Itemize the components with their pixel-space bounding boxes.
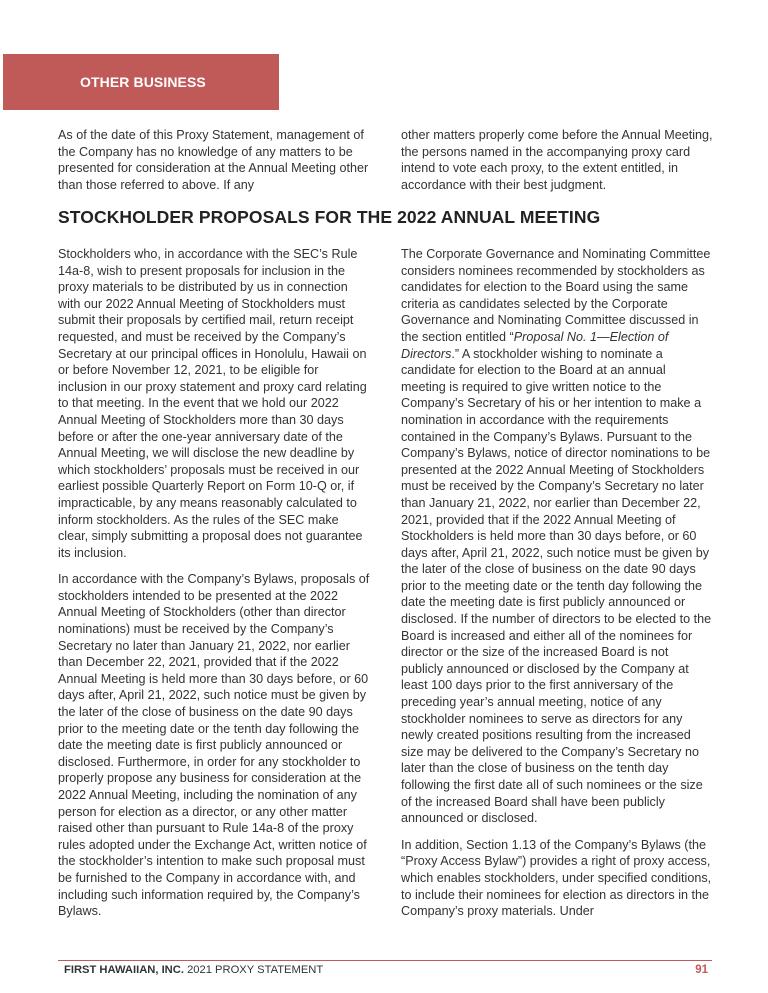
text-run: The Corporate Governance and Nominating Committee considers nominees recommended by stockholders as candidates for election to the Board using the same criteria as candidates selected by the Corporate Governance and Nominating Committee discussed in the section entitled “: [401, 247, 711, 344]
section-heading: STOCKHOLDER PROPOSALS FOR THE 2022 ANNUAL MEETING: [58, 207, 601, 227]
footer-company: FIRST HAWAIIAN, INC.: [64, 964, 184, 976]
section-banner: [3, 54, 279, 110]
page-number: 91: [695, 964, 708, 976]
paragraph: In addition, Section 1.13 of the Company’s Bylaws (the “Proxy Access Bylaw”) provides a right of proxy access, which enables stockholders, under specified conditions, to include their nominees for election as directors in the Company’s proxy materials. Under: [401, 837, 712, 919]
proposals-left-column: [58, 246, 370, 930]
proposals-right-column: [401, 246, 713, 930]
paragraph: As of the date of this Proxy Statement, management of the Company has no knowledge of any matters to be presented for consideration at the Annual Meeting other than those referred to above. If any: [58, 128, 369, 192]
footer-document: 2021 PROXY STATEMENT: [187, 964, 324, 976]
proposal-reference: Proposal No. 1—Election of Directors: [401, 329, 669, 361]
paragraph: Stockholders who, in accordance with the SEC’s Rule 14a-8, wish to present proposals for inclusion in the proxy materials to be distributed by us in connection with our 2022 Annual Meeting of Stockholders must submit their proposals by certified mail, return receipt requested, and must be received by the Company’s Secretary at our principal offices in Honolulu, Hawaii on or before November 12, 2021, to be eligible for inclusion in our proxy statement and proxy card relating to that meeting. In the event that we hold our 2022 Annual Meeting of Stockholders more than 30 days before or after the one-year anniversary date of the Annual Meeting, we will disclose the new deadline by which stockholders’ proposals must be received in our earliest possible Quarterly Report on Form 10-Q or, if impracticable, by any means reasonably calculated to inform stockholders. As the rules of the SEC make clear, simply submitting a proposal does not guarantee its inclusion.: [58, 247, 367, 560]
footer-divider: [58, 960, 712, 961]
footer-label: [64, 964, 323, 976]
paragraph: [401, 246, 713, 827]
other-business-left-column: [58, 127, 370, 203]
paragraph: other matters properly come before the Annual Meeting, the persons named in the accompanying proxy card intend to vote each proxy, to the extent entitled, in accordance with their best judgment.: [401, 128, 713, 192]
paragraph: In accordance with the Company’s Bylaws, proposals of stockholders intended to be presented at the 2022 Annual Meeting of Stockholders (other than director nominations) must be received by the Company’s Secretary no later than January 21, 2022, nor earlier than December 22, 2021, provided that if the 2022 Annual Meeting is held more than 30 days before, or 60 days after, April 21, 2022, such notice must be given by the later of the close of business on the date 90 days prior to the meeting date or the tenth day following the date the meeting date is first publicly announced or disclosed. Furthermore, in order for any stockholder to properly propose any business for consideration at the 2022 Annual Meeting, including the nomination of any person for election as a director, or any other matter raised other than pursuant to Rule 14a-8 of the proxy rules adopted under the Exchange Act, written notice of the stockholder’s intention to make such proposal must be furnished to the Company in accordance with, and including such information required by, the Company’s Bylaws.: [58, 572, 370, 919]
other-business-right-column: [401, 127, 713, 203]
section-title: OTHER BUSINESS: [80, 74, 206, 90]
text-run: .” A stockholder wishing to nominate a candidate for election to the Board at an annual meeting is required to give written notice to the Company’s Secretary of his or her intention to make a nomination in accordance with the requirements contained in the Company’s Bylaws. Pursuant to the Company’s Bylaws, notice of director nominations to be presented at the 2022 Annual Meeting of Stockholders must be received by the Company’s Secretary no later than January 21, 2022, nor earlier than December 22, 2021, provided that if the 2022 Annual Meeting of Stockholders is held more than 30 days before, or 60 days after, April 21, 2022, such notice must be given by the later of the close of business on the date 90 days prior to the meeting date or the tenth day following the date the meeting date is first publicly announced or disclosed. If the number of directors to be elected to the Board is increased and either all of the nominees for director or the size of the increased Board is not publicly announced or disclosed by the Company at least 100 days prior to the first anniversary of the preceding year’s annual meeting, notice of any stockholder nominees to serve as directors for any newly created positions resulting from the increased size may be delivered to the Company’s Secretary no later than the close of business on the tenth day following the first date all of such nominees or the size of the increased Board shall have been publicly announced or disclosed.: [401, 346, 712, 826]
